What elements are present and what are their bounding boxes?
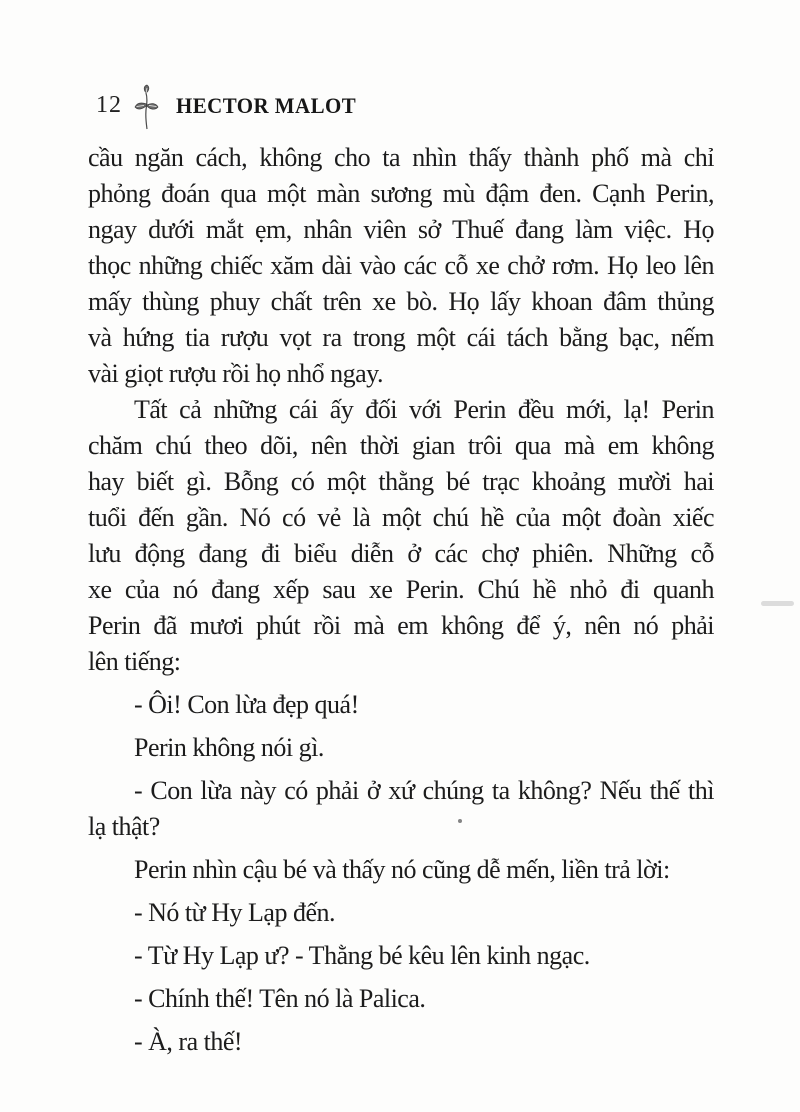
text-line: chăm chú theo dõi, nên thời gian trôi qua mà em không [88,431,714,460]
text-line: cầu ngăn cách, không cho ta nhìn thấy thành phố mà chỉ [88,143,714,172]
leaf-sprig-icon [131,84,161,130]
paragraph [88,773,714,845]
text-line: ngay dưới mắt ẹm, nhân viên sở Thuế đang làm việc. Họ [88,215,714,244]
text-line: thọc những chiếc xăm dài vào các cỗ xe chở rơm. Họ leo lên [88,251,714,280]
text-line: - À, ra thế! [134,1027,243,1056]
text-line: phỏng đoán qua một màn sương mù đậm đen. Cạnh Perin, [88,179,714,208]
page-header [0,0,800,140]
paragraph [88,730,714,766]
paragraph [88,392,714,680]
text-line: - Ôi! Con lừa đẹp quá! [134,690,359,719]
text-line: Perin không nói gì. [134,733,324,762]
text-line: và hứng tia rượu vọt ra trong một cái tách bằng bạc, nếm [88,323,714,352]
paragraph [88,852,714,888]
paragraph [88,938,714,974]
text-line: Perin nhìn cậu bé và thấy nó cũng dễ mến, liền trả lời: [134,855,670,884]
paragraph [88,140,714,392]
book-title: HECTOR MALOT [176,93,357,118]
text-line: - Chính thế! Tên nó là Palica. [134,984,426,1013]
text-line: lên tiếng: [88,647,181,676]
text-line: mấy thùng phuy chất trên xe bò. Họ lấy khoan đâm thủng [88,287,714,316]
text-line: - Nó từ Hy Lạp đến. [134,898,335,927]
text-line: hay biết gì. Bỗng có một thằng bé trạc khoảng mười hai [88,467,714,496]
page-number: 12 [96,92,122,118]
paragraph [88,687,714,723]
text-line: Perin đã mươi phút rồi mà em không để ý, nên nó phải [88,611,714,640]
text-line: - Từ Hy Lạp ư? - Thằng bé kêu lên kinh ngạc. [134,941,590,970]
text-line: xe của nó đang xếp sau xe Perin. Chú hề nhỏ đi quanh [88,575,714,604]
paragraph [88,1024,714,1060]
text-line: Tất cả những cái ấy đối với Perin đều mới, lạ! Perin [134,395,714,424]
scan-smudge [761,601,794,606]
paragraph [88,981,714,1017]
paragraph [88,895,714,931]
text-line: lưu động đang đi biểu diễn ở các chợ phiên. Những cỗ [88,539,714,568]
text-line: lạ thật? [88,812,160,841]
scan-speck [458,819,462,823]
body-text [88,140,714,1060]
text-line: tuổi đến gần. Nó có vẻ là một chú hề của một đoàn xiếc [88,503,714,532]
text-line: vài giọt rượu rồi họ nhổ ngay. [88,359,383,388]
text-line: - Con lừa này có phải ở xứ chúng ta không? Nếu thế thì [134,776,714,805]
